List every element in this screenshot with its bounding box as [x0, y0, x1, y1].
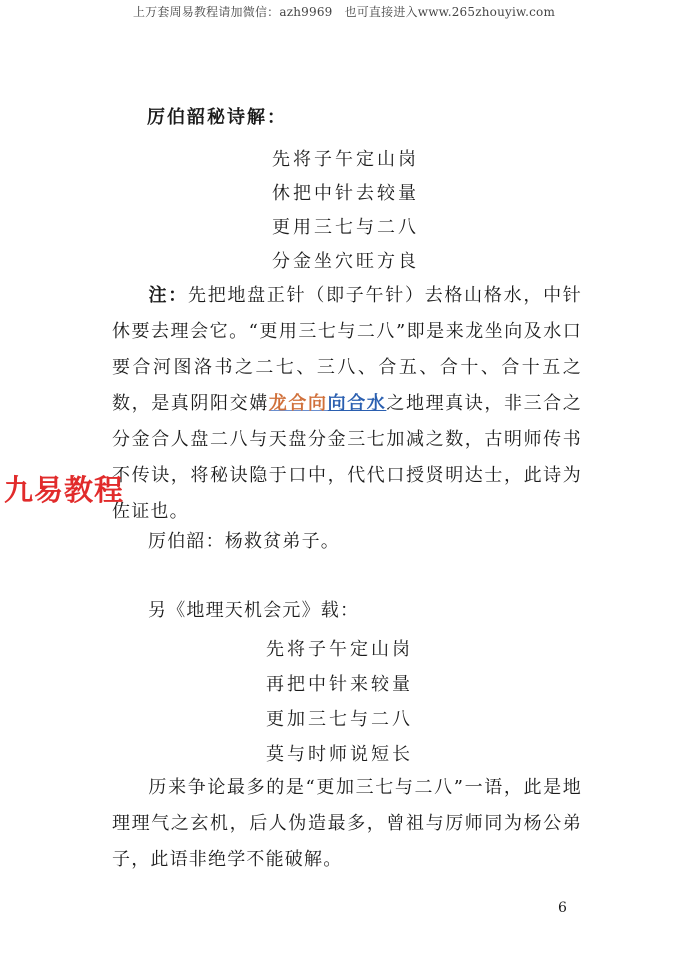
closing-text: 历来争论最多的是“更加三七与二八”一语，此是地理理气之玄机，后人伪造最多，曾祖与厉师同为杨公弟子，此语非绝学不能破解。 [112, 777, 582, 870]
verse-line: 莫与时师说短长 [266, 744, 413, 765]
verse-line: 分金坐穴旺方良 [272, 251, 419, 272]
note-label: 注： [148, 285, 188, 306]
verse-line: 先将子午定山岗 [266, 639, 413, 660]
verse-line: 先将子午定山岗 [272, 149, 419, 170]
note-paragraph [112, 278, 582, 530]
page-number: 6 [558, 900, 567, 916]
banner-right-text: 也可直接进入www.265zhouyiw.com [344, 5, 556, 19]
header-banner [0, 0, 688, 24]
verse-line: 再把中针来较量 [266, 674, 413, 695]
highlight-facing-water: 向合水 [327, 393, 387, 414]
verse-line: 休把中针去较量 [272, 183, 419, 204]
section2-intro [112, 593, 582, 629]
highlight-dragon-facing: 龙合向 [268, 393, 328, 414]
closing-paragraph [112, 770, 582, 878]
verse-line: 更加三七与二八 [266, 709, 413, 730]
note-text-before: 先把地盘正针（即子午针）去格山格水，中针休要去理会它。“更用三七与二八”即是来龙坐向及水口要合河图洛书之二七、三八、合五、合十、合十五之数，是真阴阳交媾 [112, 285, 582, 414]
watermark-logo: 九易教程 [4, 473, 125, 507]
section-heading: 厉伯韶秘诗解： [147, 107, 287, 128]
banner-left-text: 上万套周易教程请加微信：azh9969 [132, 5, 333, 19]
section2-intro-text: 另《地理天机会元》载： [148, 600, 360, 621]
attribution-text: 厉伯韶：杨救贫弟子。 [148, 531, 340, 552]
attribution-line [112, 524, 582, 560]
verse-line: 更用三七与二八 [272, 217, 419, 238]
note-text-after: 之地理真诀，非三合之分金合人盘二八与天盘分金三七加减之数，古明师传书不传诀，将秘诀隐于口中，代代口授贤明达士，此诗为佐证也。 [112, 393, 582, 522]
